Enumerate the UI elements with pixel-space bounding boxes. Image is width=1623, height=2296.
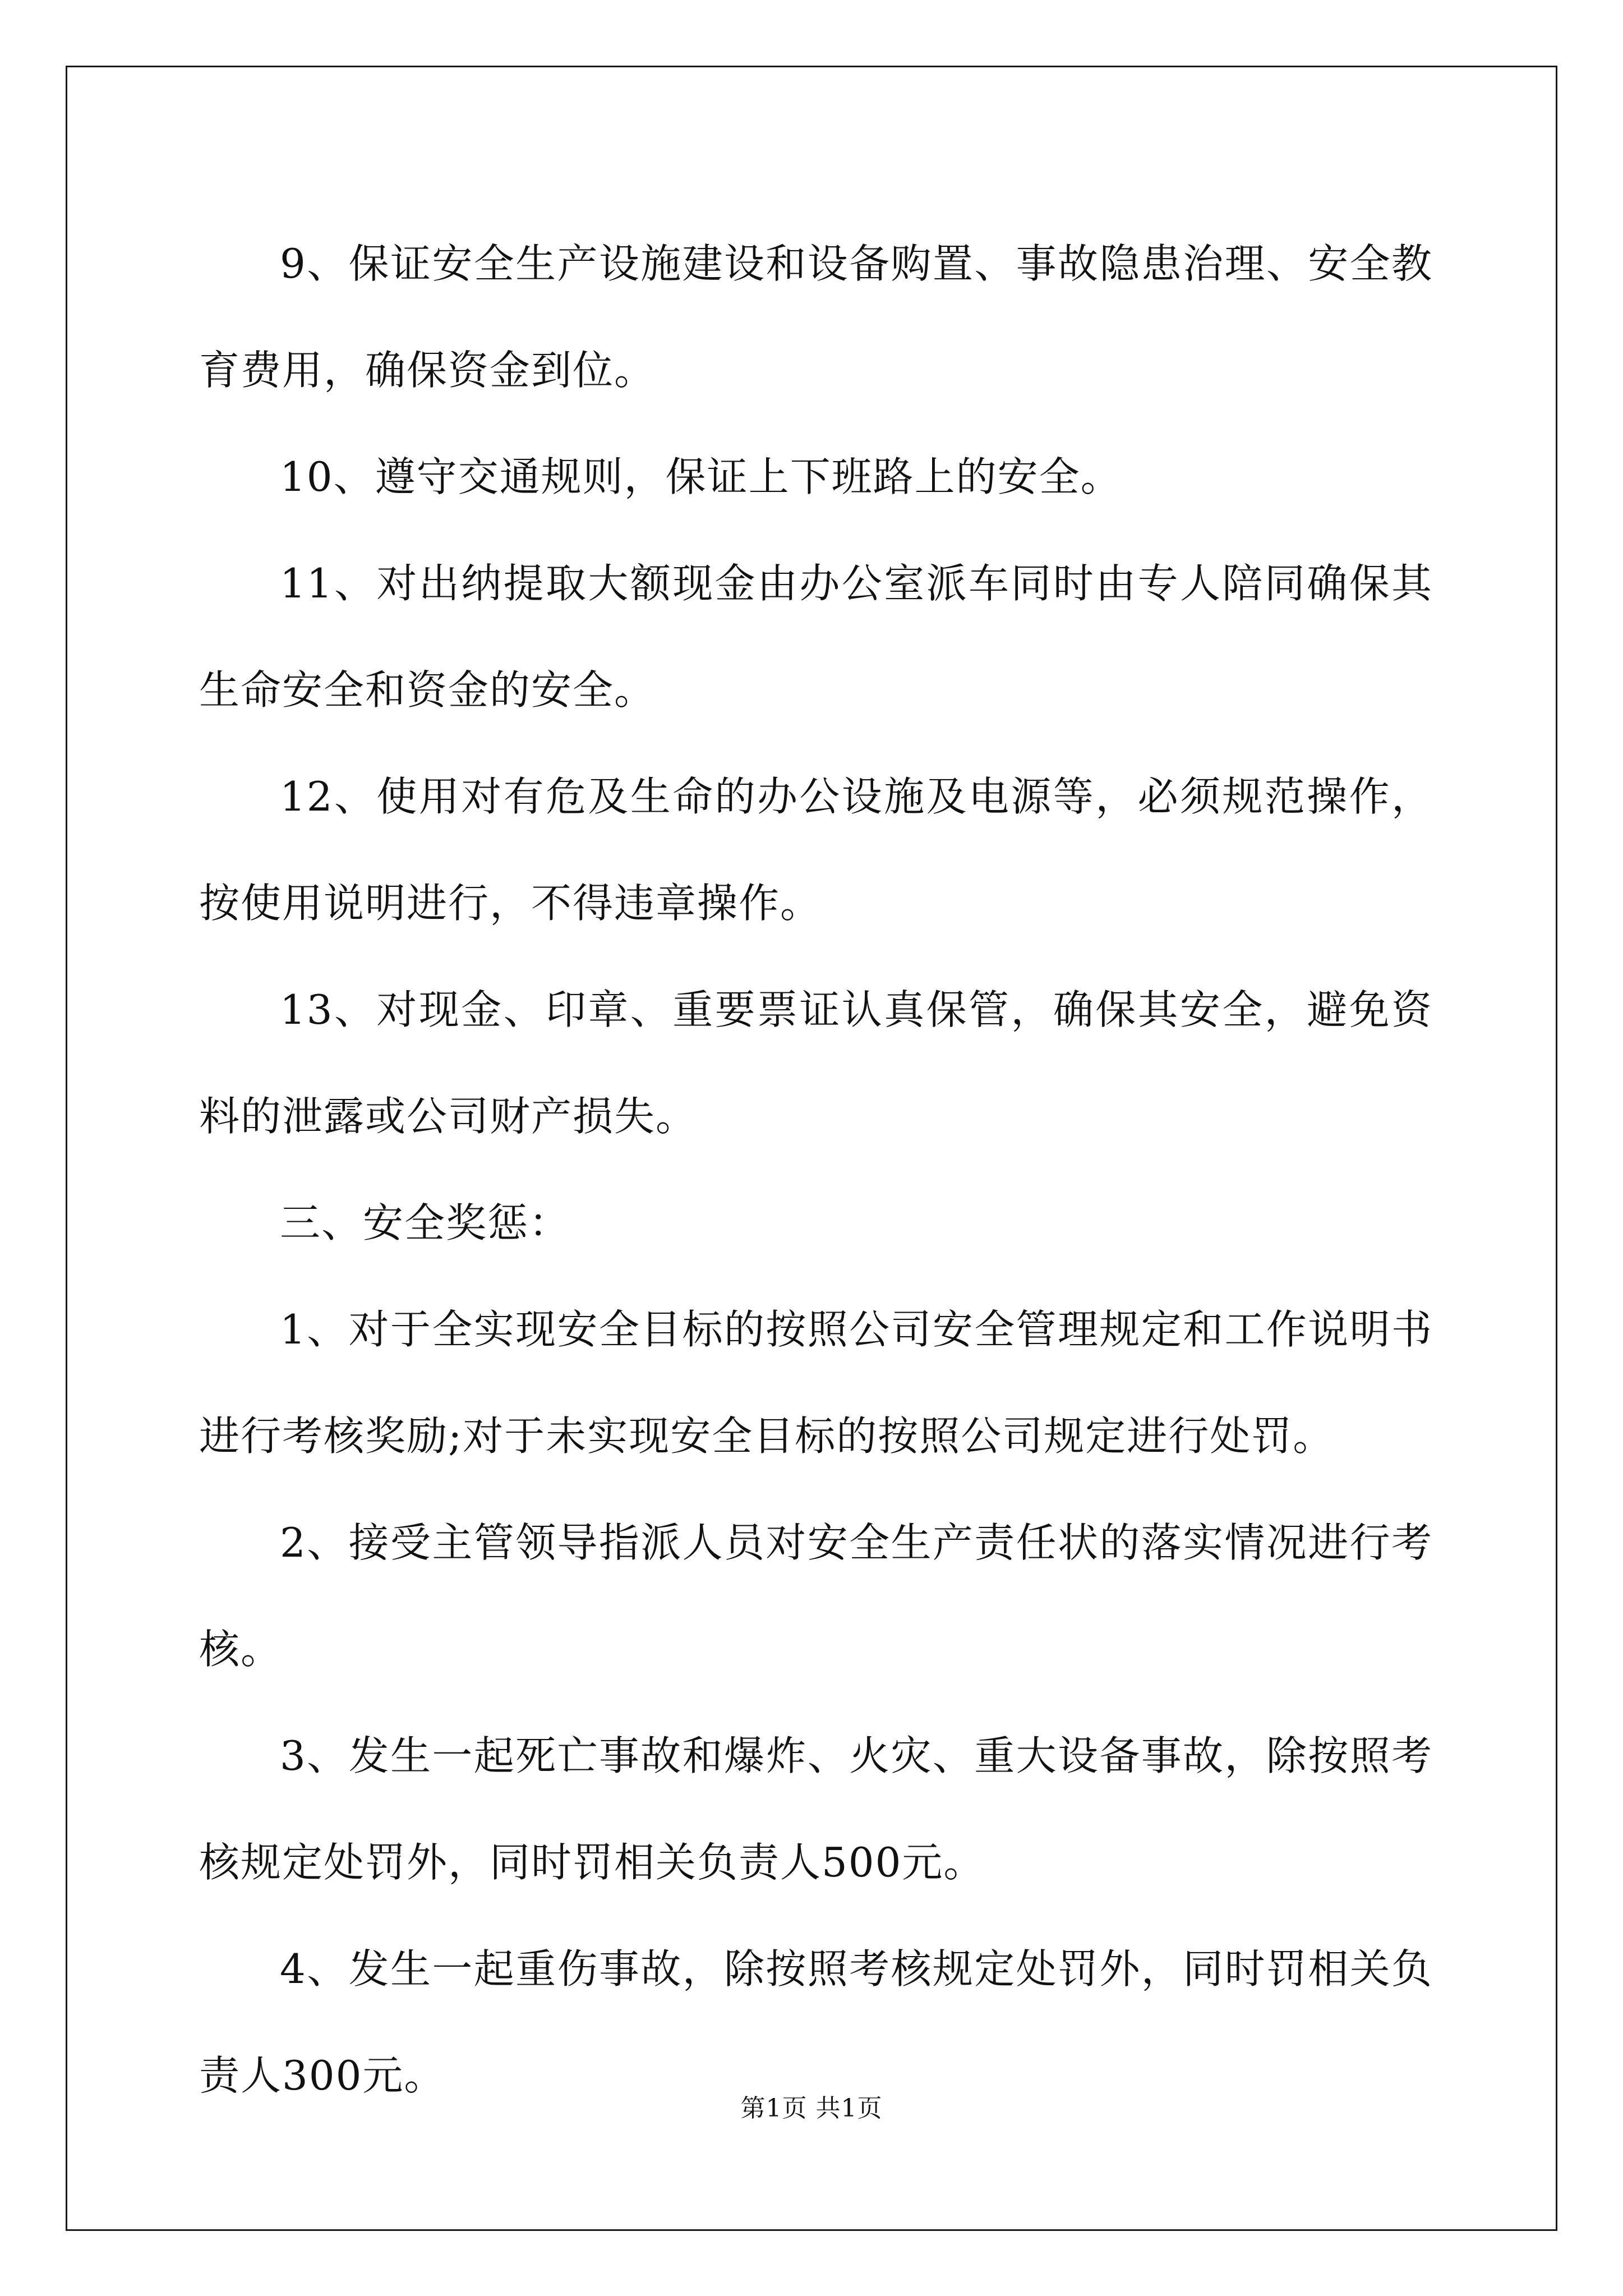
paragraph: 10、遵守交通规则，保证上下班路上的安全。 [280, 453, 1122, 500]
paragraph: 13、对现金、印章、重要票证认真保管，确保其安全，避免资料的泄露或公司财产损失。 [199, 986, 1433, 1140]
paragraph: 12、使用对有危及生命的办公设施及电源等，必须规范操作，按使用说明进行，不得违章操作。 [199, 773, 1433, 927]
paragraph: 9、保证安全生产设施建设和设备购置、事故隐患治理、安全教育费用，确保资金到位。 [199, 240, 1433, 394]
document-body [199, 210, 1433, 2129]
paragraph: 2、接受主管领导指派人员对安全生产责任状的落实情况进行考核。 [199, 1519, 1433, 1673]
page-footer: 第1页 共1页 [740, 2094, 883, 2123]
paragraph: 11、对出纳提取大额现金由办公室派车同时由专人陪同确保其生命安全和资金的安全。 [199, 560, 1433, 714]
section-heading: 三、安全奖惩： [280, 1199, 571, 1246]
paragraph: 3、发生一起死亡事故和爆炸、火灾、重大设备事故，除按照考核规定处罚外，同时罚相关负责人500元。 [199, 1732, 1433, 1886]
paragraph: 1、对于全实现安全目标的按照公司安全管理规定和工作说明书进行考核奖励;对于未实现安全目标的按照公司规定进行处罚。 [199, 1306, 1433, 1460]
paragraph: 4、发生一起重伤事故，除按照考核规定处罚外，同时罚相关负责人300元。 [199, 1945, 1433, 2099]
